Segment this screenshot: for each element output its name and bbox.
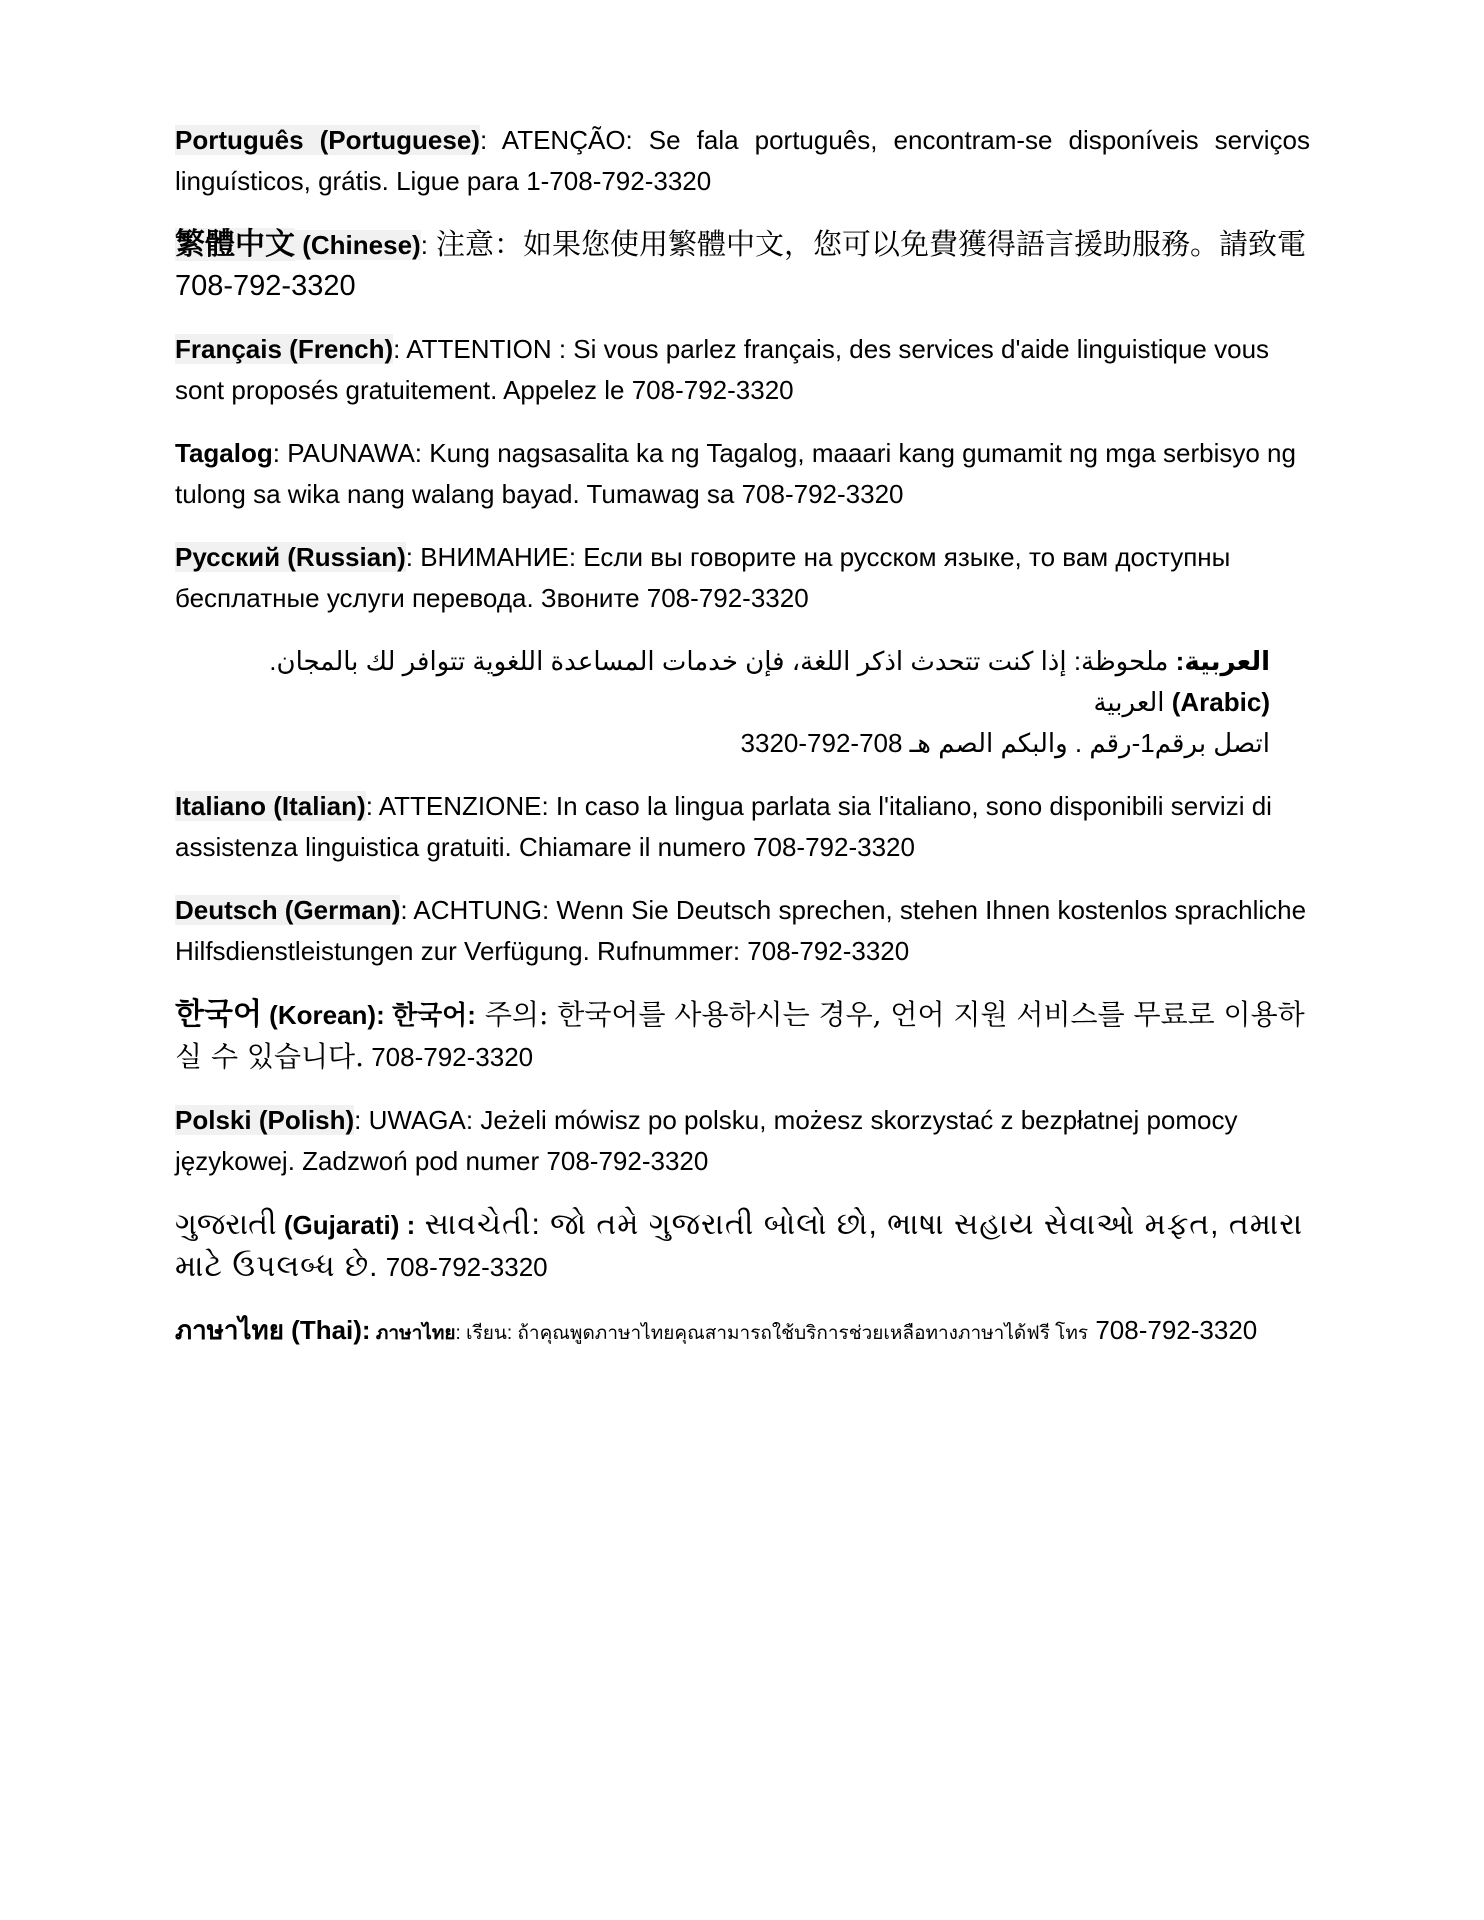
notice-portuguese <box>175 120 1310 202</box>
notice-italian <box>175 786 1310 868</box>
language-native-gujarati: ગુજરાતી <box>175 1208 277 1241</box>
notice-german <box>175 890 1310 972</box>
notice-korean <box>175 994 1310 1078</box>
language-label-italian: Italiano (Italian) <box>175 791 366 821</box>
arabic-line-2 <box>175 723 1270 764</box>
language-prefix-arabic: العربية: <box>1168 646 1270 676</box>
language-label-chinese: (Chinese) <box>295 230 421 260</box>
language-label-arabic: (Arabic) <box>1171 687 1270 717</box>
phone-number-thai: 708-792-3320 <box>1088 1315 1258 1345</box>
notice-text-german: ACHTUNG: Wenn Sie Deutsch sprechen, stehen Ihnen kostenlos sprachliche Hilfsdienstleistungen zur Verfügung. Rufnummer: 708-792-3320 <box>175 895 1307 966</box>
notice-tagalog <box>175 433 1310 515</box>
label-colon: : <box>272 438 280 468</box>
notice-text-arabic-1: ملحوظة: إذا كنت تتحدث اذكر اللغة، فإن خدمات المساعدة اللغوية تتوافر لك بالمجان. <box>269 646 1169 676</box>
language-label-portuguese: Português (Portuguese) <box>175 125 480 155</box>
label-colon: : <box>354 1105 362 1135</box>
notice-text-russian: ВНИМАНИЕ: Если вы говорите на русском языке, то вам доступны бесплатные услуги перевода. Звоните 708-792-3320 <box>175 542 1231 613</box>
label-colon: : <box>405 542 413 572</box>
notice-chinese <box>175 224 1310 307</box>
phone-number-korean: 708-792-3320 <box>364 1042 534 1072</box>
notice-text-korean: 주의: 한국어를 사용하시는 경우, 언어 지원 서비스를 무료로 이용하실 수 있습니다. <box>175 998 1305 1073</box>
label-colon: : <box>365 791 373 821</box>
notice-text-gujarati: સાવચેતી: જો તમે ગુજરાતી બોલો છો, ભાષા સહાય સેવાઓ મફત, તમારા માટે ઉપલબ્ધ છે. <box>175 1208 1304 1283</box>
language-label-gujarati: (Gujarati) <box>276 1210 400 1240</box>
language-native-thai-small: ภาษาไทย <box>370 1323 456 1344</box>
notice-text-portuguese: ATENÇÃO: Se fala português, encontram-se disponíveis serviços linguísticos, grátis. Ligue para 1-708-792-3320 <box>175 125 1310 196</box>
language-label-korean: (Korean): 한국어: <box>261 1000 476 1030</box>
notice-thai <box>175 1310 1310 1354</box>
notice-text-polish: UWAGA: Jeżeli mówisz po polsku, możesz skorzystać z bezpłatnej pomocy językowej. Zadzwoń pod numer 708-792-3320 <box>175 1105 1238 1176</box>
language-native-arabic: العربية <box>1093 687 1172 717</box>
label-colon: : <box>399 1210 416 1240</box>
notice-arabic <box>175 641 1270 764</box>
notice-text-arabic-2: اتصل برقم1-رقم . والبكم الصم هـ <box>902 728 1270 758</box>
language-label-french: Français (French) <box>175 334 394 364</box>
notice-russian <box>175 537 1310 619</box>
notice-polish <box>175 1100 1310 1182</box>
notice-text-italian: ATTENZIONE: In caso la lingua parlata sia l'italiano, sono disponibili servizi di assistenza linguistica gratuiti. Chiamare il numero 708-792-3320 <box>175 791 1272 862</box>
language-label-polish: Polski (Polish) <box>175 1105 355 1135</box>
notice-text-chinese: 注意：如果您使用繁體中文，您可以免費獲得語言援助服務。請致電 708-792-3320 <box>175 229 1306 302</box>
phone-number-gujarati: 708-792-3320 <box>378 1252 548 1282</box>
language-label-thai: (Thai): <box>283 1315 371 1345</box>
language-assistance-notices <box>175 120 1310 1376</box>
label-colon: : <box>479 125 488 155</box>
phone-number-arabic: 3320-792-708 <box>740 728 903 758</box>
notice-gujarati <box>175 1204 1310 1288</box>
arabic-line-1 <box>175 641 1270 723</box>
label-colon: : <box>420 230 428 260</box>
notice-french <box>175 329 1310 411</box>
language-label-tagalog: Tagalog <box>175 438 273 468</box>
notice-text-french: ATTENTION : Si vous parlez français, des services d'aide linguistique vous sont proposés gratuitement. Appelez le 708-792-3320 <box>175 334 1270 405</box>
language-label-russian: Русский (Russian) <box>175 542 406 572</box>
language-native-korean: 한국어 <box>175 998 262 1031</box>
language-native-thai: ภาษาไทย <box>175 1315 284 1345</box>
notice-text-thai: : เรียน: ถ้าคุณพูดภาษาไทยคุณสามารถใช้บริการช่วยเหลือทางภาษาได้ฟรี โทร <box>455 1323 1089 1344</box>
language-native-chinese: 繁體中文 <box>175 228 295 261</box>
label-colon: : <box>400 895 408 925</box>
language-label-german: Deutsch (German) <box>175 895 401 925</box>
label-colon: : <box>393 334 401 364</box>
notice-text-tagalog: PAUNAWA: Kung nagsasalita ka ng Tagalog, maaari kang gumamit ng mga serbisyo ng tulong sa wika nang walang bayad. Tumawag sa 708-792-3320 <box>175 438 1296 509</box>
